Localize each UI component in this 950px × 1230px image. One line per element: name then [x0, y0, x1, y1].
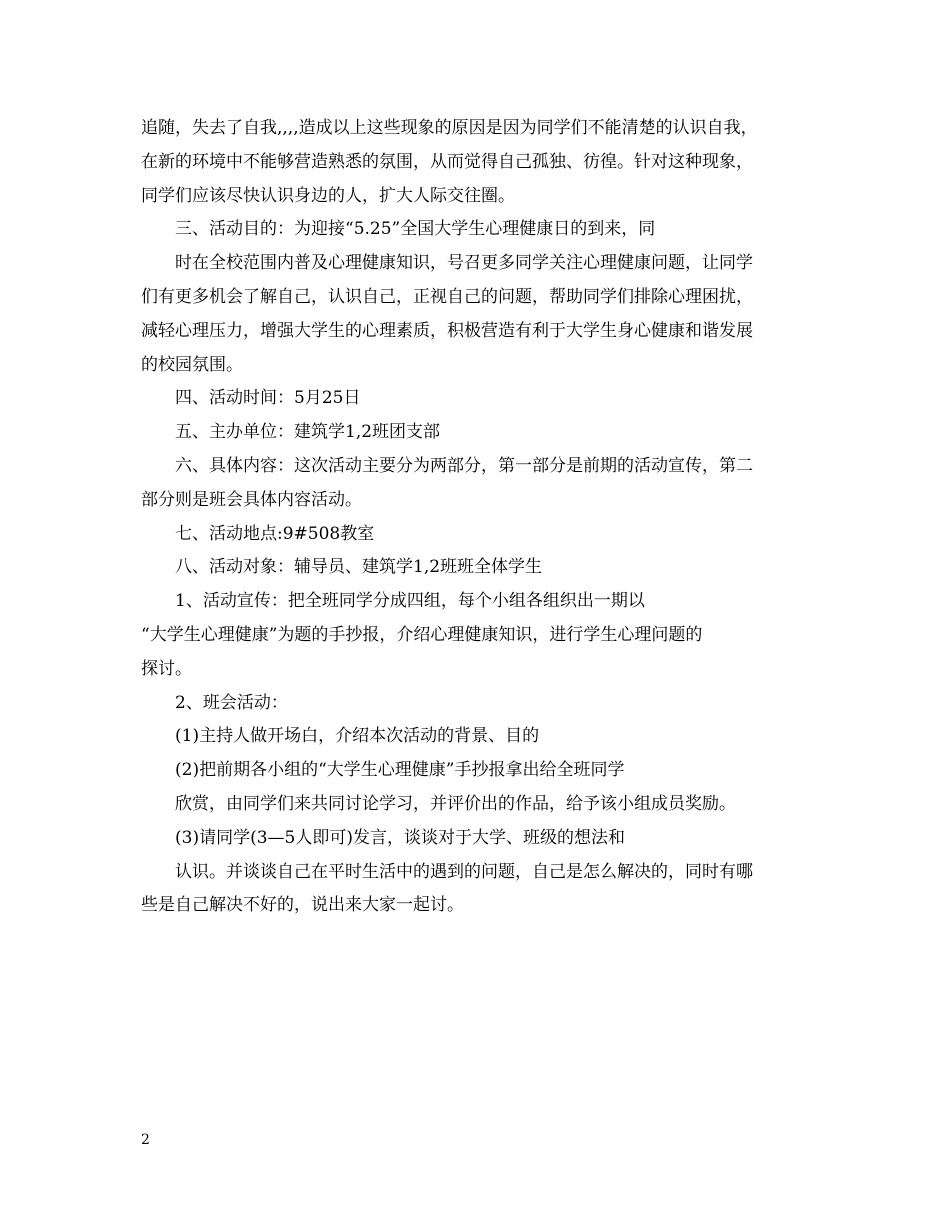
- page-number: 2: [141, 1132, 150, 1148]
- text-line: 部分则是班会具体内容活动。: [141, 489, 362, 510]
- text-line: 追随，失去了自我,,,,造成以上这些现象的原因是因为同学们不能清楚的认识自我，: [141, 118, 758, 138]
- text-line: 们有更多机会了解自己，认识自己，正视自己的问题，帮助同学们排除心理困扰，: [141, 286, 753, 307]
- document-body: [141, 112, 813, 923]
- text-line: 同学们应该尽快认识身边的人，扩大人际交往圈。: [141, 185, 515, 206]
- text-line: 认识。并谈谈自己在平时生活中的遇到的问题，自己是怎么解决的，同时有哪: [175, 861, 753, 882]
- text-line: “大学生心理健康”为题的手抄报，介绍心理健康知识，进行学生心理问题的: [141, 624, 703, 645]
- text-line: 五、主办单位：建筑学1,2班团支部: [175, 422, 441, 443]
- text-line: 1、活动宣传：把全班同学分成四组，每个小组各组织出一期以: [175, 591, 645, 612]
- text-line: (1)主持人做开场白，介绍本次活动的背景、目的: [175, 726, 540, 747]
- text-line: 六、具体内容：这次活动主要分为两部分，第一部分是前期的活动宣传，第二: [175, 455, 753, 476]
- text-line: 时在全校范围内普及心理健康知识，号召更多同学关注心理健康问题，让同学: [175, 253, 753, 274]
- text-line: (2)把前期各小组的“大学生心理健康”手抄报拿出给全班同学: [175, 760, 625, 781]
- text-line: 些是自己解决不好的，说出来大家一起讨。: [141, 895, 464, 916]
- text-line: 的校园氛围。: [141, 354, 243, 375]
- text-line: 三、活动目的：为迎接“5.25”全国大学生心理健康日的到来，同: [175, 219, 656, 240]
- text-line: 在新的环境中不能够营造熟悉的氛围，从而觉得自己孤独、彷徨。针对这种现象，: [141, 151, 753, 172]
- text-line: 八、活动对象：辅导员、建筑学1,2班班全体学生: [175, 557, 543, 578]
- text-line: 四、活动时间：5月25日: [175, 388, 361, 409]
- text-line: 欣赏，由同学们来共同讨论学习，并评价出的作品，给予该小组成员奖励。: [175, 793, 736, 814]
- text-line: 探讨。: [141, 658, 192, 679]
- text-line: 2、班会活动：: [175, 692, 288, 713]
- text-line: 七、活动地点:9#508教室: [175, 523, 375, 544]
- text-line: (3)请同学(3—5人即可)发言，谈谈对于大学、班级的想法和: [175, 827, 625, 848]
- text-line: 减轻心理压力，增强大学生的心理素质，积极营造有利于大学生身心健康和谐发展: [141, 320, 753, 341]
